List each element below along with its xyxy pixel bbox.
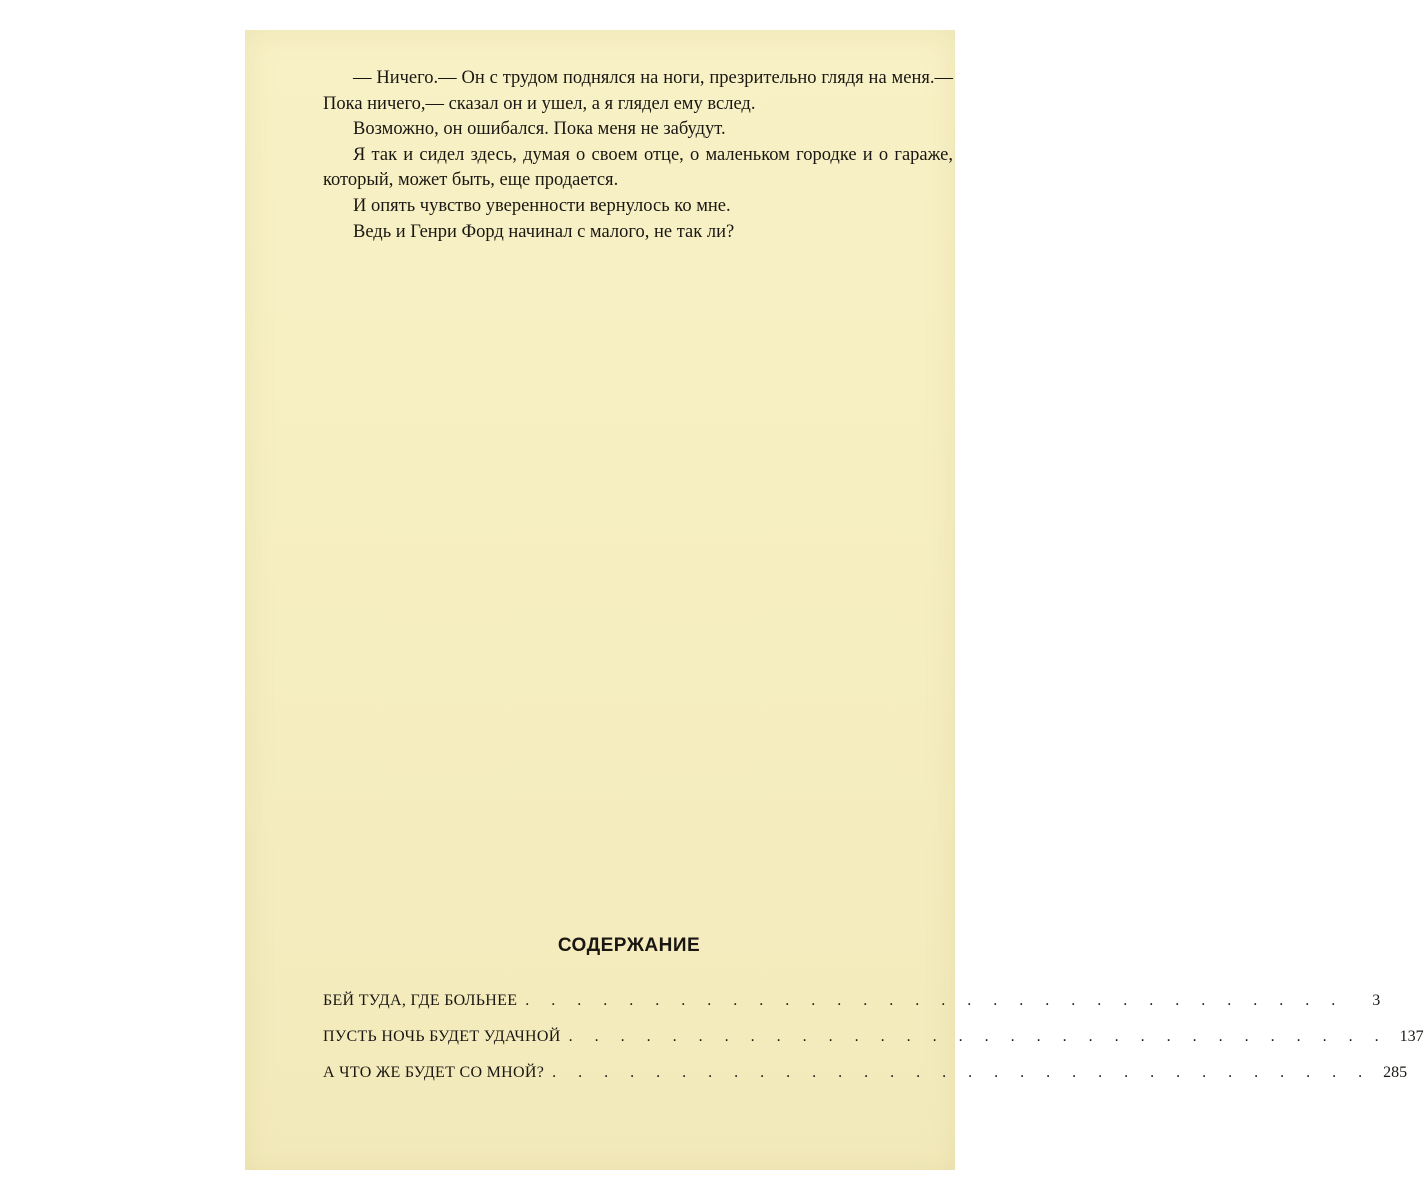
paragraph: Ведь и Генри Форд начинал с малого, не так ли? [353,221,735,242]
toc-entry-page: 137 [1399,1028,1424,1045]
paragraph: Я так и сидел здесь, думая о своем отце, о маленьком городке и о гараже, который, может быть, еще продается. [323,144,953,191]
table-of-contents [323,992,1424,1100]
paragraph: Возможно, он ошибался. Пока меня не забудут. [353,119,726,140]
paragraph: И опять чувство уверенности вернулось ко мне. [353,195,731,216]
toc-entry-title: БЕЙ ТУДА, ГДЕ БОЛЬНЕЕ [323,992,518,1009]
paragraph: — Ничего.— Он с трудом поднялся на ноги, презрительно глядя на меня.— Пока ничего,— сказал он и ушел, а я глядел ему вслед. [323,68,953,114]
toc-entry [323,1064,1408,1100]
toc-heading: СОДЕРЖАНИЕ [557,935,701,956]
toc-entry [323,1028,1424,1064]
book-page [245,30,1424,1170]
toc-leader-dots: . . . . . . . . . . . . . . . . . . . . . . . . . . . . . . . . [525,992,1345,1009]
toc-entry-page: 3 [1372,992,1381,1009]
toc-leader-dots: . . . . . . . . . . . . . . . . . . . . . . . . . . . . . . . . [568,1028,1388,1045]
toc-entry-title: ПУСТЬ НОЧЬ БУДЕТ УДАЧНОЙ [323,1028,561,1045]
body-text [323,66,953,245]
toc-entry-page: 285 [1383,1064,1408,1081]
toc-leader-dots: . . . . . . . . . . . . . . . . . . . . . . . . . . . . . . . . [552,1064,1372,1081]
toc-entry [323,992,1381,1028]
toc-entry-title: А ЧТО ЖЕ БУДЕТ СО МНОЙ? [323,1064,545,1081]
